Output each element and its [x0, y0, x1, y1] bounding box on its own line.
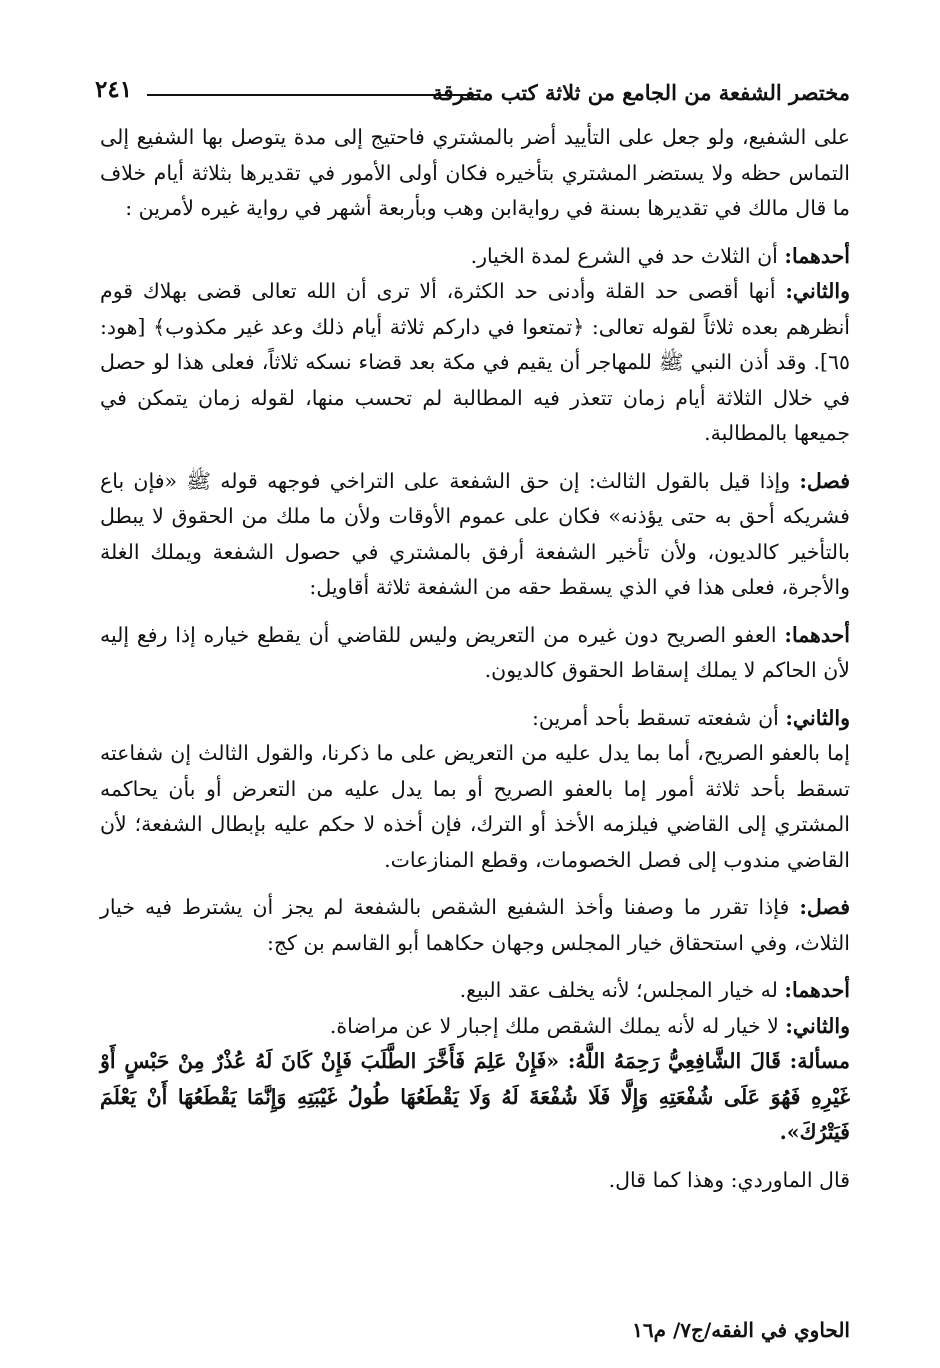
paragraph-text: إما بالعفو الصريح، أما بما يدل عليه من التعريض على ما ذكرنا، والقول الثالث إن شفاعته تسقط بأحد ثلاثة أمور إما بالعفو الصريح أو بما يدل عليه من التعرض أو بأن يحاكمه المشتري إلى القاضي فيلزمه الأخذ أو الترك، فإن أخذه لا حكم عليه بإبطال الشفعة؛ لأن القاضي مندوب إلى فصل الخصومات، وقطع المنازعات.	[100, 741, 850, 872]
paragraph-text: له خيار المجلس؛ لأنه يخلف عقد البيع.	[459, 978, 785, 1002]
page-number: ٢٤١	[95, 76, 133, 103]
section-lead: فصل:	[799, 895, 850, 919]
footer-signature: الحاوي في الفقه/ج٧/ م١٦	[632, 1318, 850, 1342]
paragraph-lead: والثاني:	[785, 1013, 850, 1038]
paragraph-text: أن الثلاث حد في الشرع لمدة الخيار.	[470, 243, 785, 268]
paragraph-text: وإذا قيل بالقول الثالث: إن حق الشفعة على التراخي فوجهه قوله ﷺ «فإن باع فشريكه أحق به حتى يؤذنه» فكان على عموم الأوقات ولأن ما ملك من الحقوق لا يبطل بالتأخير كالديون، ولأن تأخير الشفعة أرفق بالمشتري في حصول الشفعة ويملك الغلة والأجرة، فعلى هذا في الذي يسقط حقه من الشفعة ثلاثة أقاويل:	[100, 468, 850, 599]
paragraph-lead: أحدهما:	[784, 978, 850, 1002]
paragraph-text: قال الماوردي: وهذا كما قال.	[608, 1167, 850, 1192]
paragraph-text: أن شفعته تسقط بأحد أمرين:	[532, 705, 786, 730]
paragraph-first-view	[100, 973, 850, 1009]
paragraph-lead: أحدهما:	[784, 243, 850, 268]
section-lead: فصل:	[799, 468, 850, 493]
paragraph-text: العفو الصريح دون غيره من التعريض وليس للقاضي أن يقطع خياره إذا رفع إليه لأن الحاكم لا يملك إسقاط الحقوق كالديون.	[100, 622, 850, 682]
paragraph-text: لا خيار له لأنه يملك الشقص ملك إجبار لا عن مراضاة.	[329, 1013, 786, 1038]
paragraph-lead: أحدهما:	[784, 622, 850, 647]
paragraph-lead: والثاني:	[785, 279, 850, 303]
paragraph-second-reason	[100, 274, 850, 452]
running-title: مختصر الشفعة من الجامع من ثلاثة كتب متفرقة	[432, 80, 850, 105]
paragraph-text: على الشفيع، ولو جعل على التأييد أضر بالمشتري فاحتيج إلى مدة يتوصل بها الشفيع إلى التماس حظه ولا يستضر المشتري بتأخيره فكان أولى الأمور في تقديرها بثلاثة أيام خلاف ما قال مالك في تقديرها بسنة في روايةابن وهب وبأربعة أشهر في رواية غيره لأمرين :	[100, 125, 850, 220]
running-header	[95, 72, 850, 112]
header-rule	[147, 94, 478, 96]
paragraph-text: أنها أقصى حد القلة وأدنى حد الكثرة، ألا ترى أن الله تعالى قضى بهلاك قوم أنظرهم بعده ثلاثاً لقوله تعالى: ﴿تمتعوا في داركم ثلاثة أيام ذلك وعد غير مكذوب﴾ [هود: ٦٥]. وقد أذن النبي ﷺ للمهاجر أن يقيم في مكة بعد قضاء نسكه ثلاثاً، فعلى هذا لو حصل في خلال الثلاثة أيام زمان تتعذر فيه المطالبة لم تحسب منها، لقوله زمان يتمكن في جميعها بالمطالبة.	[100, 279, 850, 445]
section-fasl-third-opinion	[100, 464, 850, 606]
paragraph-mawardi	[100, 1163, 850, 1199]
paragraph-lead: والثاني:	[785, 705, 850, 730]
quoted-text: رَحِمَهُ اللَّهُ: «فَإِنْ عَلِمَ فَأَخَّرَ الطَّلَبَ فَإِنْ كَانَ لَهُ عُذْرٌ مِنْ حَبْسٍ أَوْ غَيْرِهِ فَهُوَ عَلَى شُفْعَتِهِ وَإِلَّا فَلَا شُفْعَةَ لَهُ وَلَا يَقْطَعُهَا طُولُ غَيْبَتِهِ وَإِنَّمَا يَقْطَعُهَا أَنْ يَعْلَمَ فَيَتْرُكَ».	[100, 1049, 850, 1144]
paragraph-first-reason	[100, 239, 850, 275]
main-text	[100, 120, 850, 1198]
paragraph-explanation	[100, 736, 850, 878]
paragraph-intro	[100, 120, 850, 227]
section-fasl-option	[100, 890, 850, 961]
section-masala	[100, 1044, 850, 1151]
paragraph-first-opinion	[100, 618, 850, 689]
paragraph-second-opinion	[100, 701, 850, 737]
paragraph-second-view	[100, 1009, 850, 1045]
section-lead: مسألة: قَالَ الشَّافِعِيُّ	[668, 1049, 850, 1073]
paragraph-text: فإذا تقرر ما وصفنا وأخذ الشفيع الشقص بالشفعة لم يجز أن يشترط فيه خيار الثلاث، وفي استحقاق خيار المجلس وجهان حكاهما أبو القاسم بن كج:	[100, 895, 850, 955]
